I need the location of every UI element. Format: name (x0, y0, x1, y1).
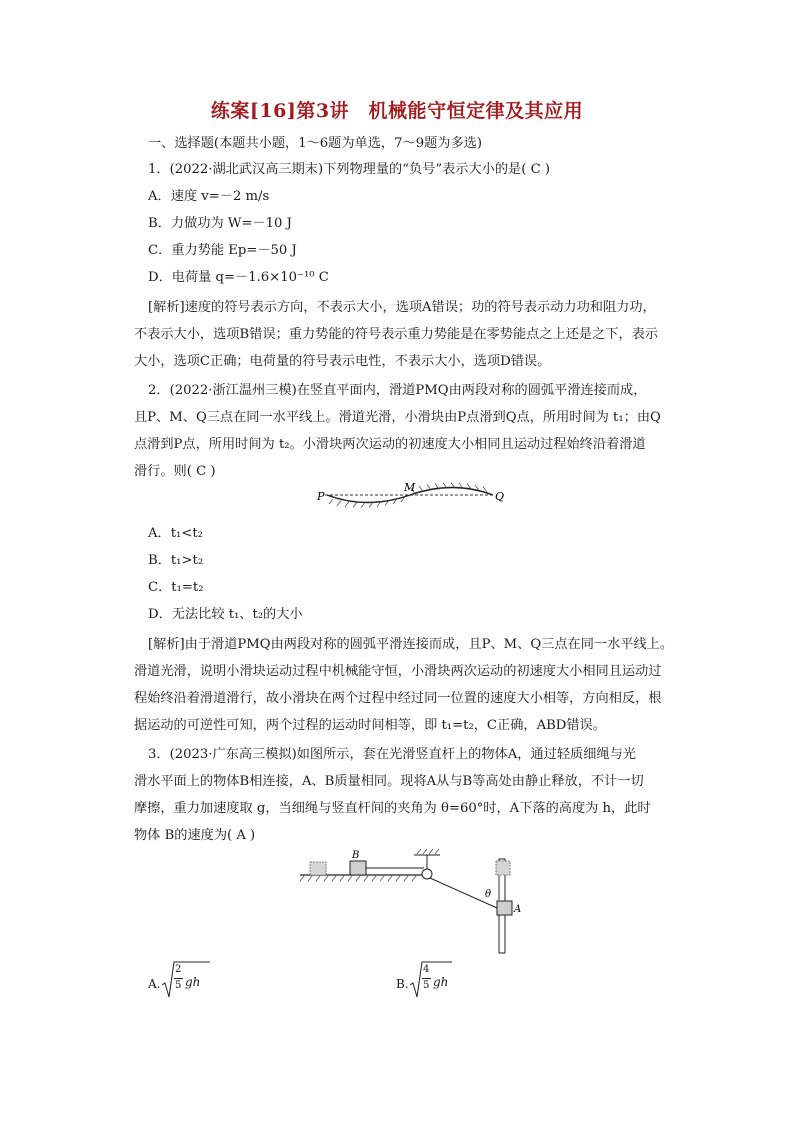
label-b: B (352, 850, 360, 861)
q2-analysis-line: 据运动的可逆性可知，两个过程的运动时间相等，即 t₁=t₂，C正确，ABD错误。 (134, 718, 606, 733)
frac-numerator: 4 (423, 964, 430, 975)
q2-analysis-line: [解析]由于滑道PMQ由两段对称的圆弧平滑连接而成，且P、M、Q三点在同一水平线上。 (148, 637, 674, 652)
q1-option-a: A．速度 v=－2 m/s (148, 189, 270, 204)
frac-denominator: 5 (175, 980, 182, 991)
q2-option-d: D．无法比较 t₁、t₂的大小 (148, 607, 303, 622)
q1-analysis-line: 不表示大小，选项B错误；重力势能的符号表示重力势能是在零势能点之上还是之下，表示 (134, 327, 658, 342)
page-title: 练案[16]第3讲 机械能守恒定律及其应用 (210, 100, 584, 122)
q1-option-b: B．力做功为 W=－10 J (148, 216, 292, 231)
label-theta: θ (485, 889, 492, 900)
option-letter: B. (396, 977, 409, 991)
frac-bar (422, 978, 431, 979)
q2-option-b: B．t₁>t₂ (148, 553, 204, 568)
q2-stem-line: 点滑到P点，所用时间为 t₂。小滑块两次运动的初速度大小相同且运动过程始终沿着滑道 (134, 437, 646, 452)
q2-analysis-line: 滑道光滑，说明小滑块运动过程中机械能守恒，小滑块两次运动的初速度大小相同且运动过 (134, 664, 662, 679)
q2-stem-line: 且P、M、Q三点在同一水平线上。滑道光滑，小滑块由P点滑到Q点，所用时间为 t₁；由Q (134, 410, 661, 425)
track-figure (315, 480, 505, 516)
q1-analysis-line: 大小，选项C正确；电荷量的符号表示电性，不表示大小，选项D错误。 (134, 354, 551, 369)
label-m: M (404, 481, 416, 494)
frac-bar (174, 978, 183, 979)
q2-option-a: A．t₁<t₂ (148, 526, 203, 541)
option-tail: gh (185, 975, 201, 989)
option-letter: A. (148, 977, 161, 991)
label-a: A (514, 904, 522, 915)
q1-option-c: C．重力势能 Ep=－50 J (148, 243, 297, 258)
option-tail: gh (433, 975, 449, 989)
q3-stem-line: 滑水平面上的物体B相连接，A、B质量相同。现将A从与B等高处由静止释放，不计一切 (134, 774, 644, 789)
q2-stem-line: 2．(2022·浙江温州三模)在竖直平面内，滑道PMQ由两段对称的圆弧平滑连接而成， (148, 383, 647, 398)
q1-stem: 1．(2022·湖北武汉高三期末)下列物理量的“负号”表示大小的是( C ) (148, 162, 550, 177)
q3-stem-line: 3．(2023·广东高三模拟)如图所示，套在光滑竖直杆上的物体A，通过轻质细绳与光 (148, 747, 636, 762)
q1-option-d: D．电荷量 q=－1.6×10⁻¹⁰ C (148, 270, 329, 285)
frac-denominator: 5 (423, 980, 430, 991)
q3-stem-line: 物体 B的速度为( A ) (134, 828, 256, 843)
q1-analysis-line: [解析]速度的符号表示方向，不表示大小，选项A错误；功的符号表示动力功和阻力功， (148, 300, 656, 315)
q2-option-c: C．t₁=t₂ (148, 580, 204, 595)
q3-stem-line: 摩擦，重力加速度取 g，当细绳与竖直杆间的夹角为 θ=60°时，A下落的高度为 h，此时 (134, 801, 651, 816)
q2-stem-line: 滑行。则( C ) (134, 464, 216, 479)
frac-numerator: 2 (175, 964, 182, 975)
label-p: P (317, 490, 325, 503)
label-q: Q (495, 490, 505, 503)
pulley-figure (296, 845, 526, 955)
section-heading: 一、选择题(本题共小题，1～6题为单选，7～9题为多选) (148, 136, 482, 151)
q2-analysis-line: 程始终沿着滑道滑行，故小滑块在两个过程中经过同一位置的速度大小相等，方向相反，根 (134, 691, 662, 706)
